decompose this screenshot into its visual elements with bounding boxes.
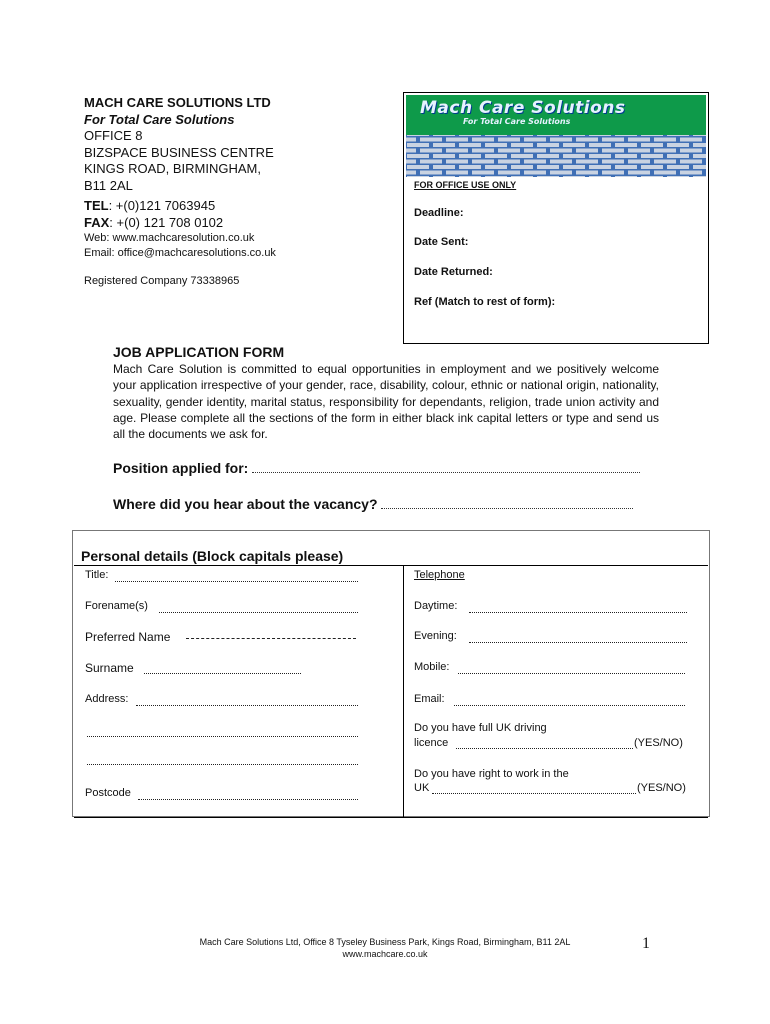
work-input[interactable] [432, 793, 636, 794]
footer-address: Mach Care Solutions Ltd, Office 8 Tyseley Business Park, Kings Road, Birmingham, B11 2AL [199, 937, 571, 947]
ref-field[interactable]: Ref (Match to rest of form): [414, 296, 556, 308]
surname-input[interactable] [144, 673, 301, 674]
work-question: Do you have right to work in the [414, 768, 569, 780]
company-header [84, 95, 276, 290]
evening-input[interactable] [469, 642, 687, 643]
address-line: B11 2AL [84, 177, 133, 193]
work-options: (YES/NO) [637, 782, 686, 794]
title-input[interactable] [115, 581, 358, 582]
registered-company: Registered Company 73338965 [84, 275, 240, 287]
intro-text: Mach Care Solution is committed to equal opportunities in employment and we positively welcome your application irrespective of your gender, race, disability, colour, ethnic or national origin, nationality, sexuality, gender identity, marital status, responsibility for dependants, religion, trade union activity and age. Please complete all the sections of the form in either black ink capital letters or type and send us all the documents we ask for. [113, 362, 659, 442]
deadline-field[interactable]: Deadline: [414, 207, 464, 219]
company-name: MACH CARE SOLUTIONS LTD [84, 95, 271, 110]
personal-details-table [74, 565, 708, 818]
address-line: KINGS ROAD, BIRMINGHAM, [84, 161, 261, 176]
preferred-name-input[interactable] [186, 638, 356, 639]
logo-subtext: For Total Care Solutions [463, 117, 571, 126]
forenames-label: Forename(s) [85, 600, 148, 612]
driving-options: (YES/NO) [634, 737, 683, 749]
email-label: Email: [414, 693, 445, 705]
address-line: BIZSPACE BUSINESS CENTRE [84, 144, 274, 160]
page-footer [0, 936, 770, 960]
email-input[interactable] [454, 705, 685, 706]
form-title: JOB APPLICATION FORM [113, 344, 285, 360]
vacancy-label: Where did you hear about the vacancy? [113, 496, 378, 512]
personal-details-section [72, 530, 710, 817]
driving-input[interactable] [456, 748, 633, 749]
position-question [113, 460, 640, 476]
email-address[interactable]: Email: office@machcaresolutions.co.uk [84, 247, 276, 259]
vacancy-question [113, 496, 633, 512]
date-returned-field[interactable]: Date Returned: [414, 266, 493, 278]
office-use-heading: FOR OFFICE USE ONLY [414, 180, 517, 190]
driving-question: Do you have full UK driving [414, 722, 547, 734]
office-use-box [403, 92, 709, 344]
position-label: Position applied for: [113, 460, 249, 476]
address-line: OFFICE 8 [84, 128, 143, 143]
page-number: 1 [642, 935, 650, 952]
fax-number: FAX: +(0) 121 708 0102 [84, 214, 224, 230]
title-label: Title: [85, 569, 109, 581]
forenames-input[interactable] [159, 612, 358, 613]
address-input-1[interactable] [136, 705, 358, 706]
surname-label: Surname [85, 661, 134, 675]
mobile-input[interactable] [458, 673, 685, 674]
logo-text: Mach Care Solutions [420, 98, 626, 118]
website[interactable]: Web: www.machcaresolution.co.uk [84, 232, 255, 244]
position-input[interactable] [252, 472, 640, 473]
address-input-3[interactable] [87, 764, 358, 765]
company-tagline: For Total Care Solutions [84, 111, 235, 127]
intro-section [113, 344, 659, 442]
footer-website[interactable]: www.machcare.co.uk [342, 949, 428, 959]
postcode-input[interactable] [138, 799, 358, 800]
company-logo [406, 95, 706, 177]
date-sent-field[interactable]: Date Sent: [414, 236, 469, 248]
column-divider [403, 566, 404, 817]
daytime-input[interactable] [469, 612, 687, 613]
vacancy-input[interactable] [381, 508, 633, 509]
mobile-label: Mobile: [414, 661, 450, 673]
personal-details-title: Personal details (Block capitals please) [81, 548, 344, 564]
address-label: Address: [85, 693, 129, 705]
preferred-name-label: Preferred Name [85, 630, 171, 644]
brick-pattern [406, 131, 706, 177]
evening-label: Evening: [414, 630, 457, 642]
telephone-number: TEL: +(0)121 7063945 [84, 198, 216, 213]
work-answer-label: UK [414, 782, 430, 794]
postcode-label: Postcode [85, 787, 131, 799]
address-input-2[interactable] [87, 736, 358, 737]
daytime-label: Daytime: [414, 600, 458, 612]
telephone-heading: Telephone [414, 569, 465, 581]
driving-answer-label: licence [414, 737, 449, 749]
